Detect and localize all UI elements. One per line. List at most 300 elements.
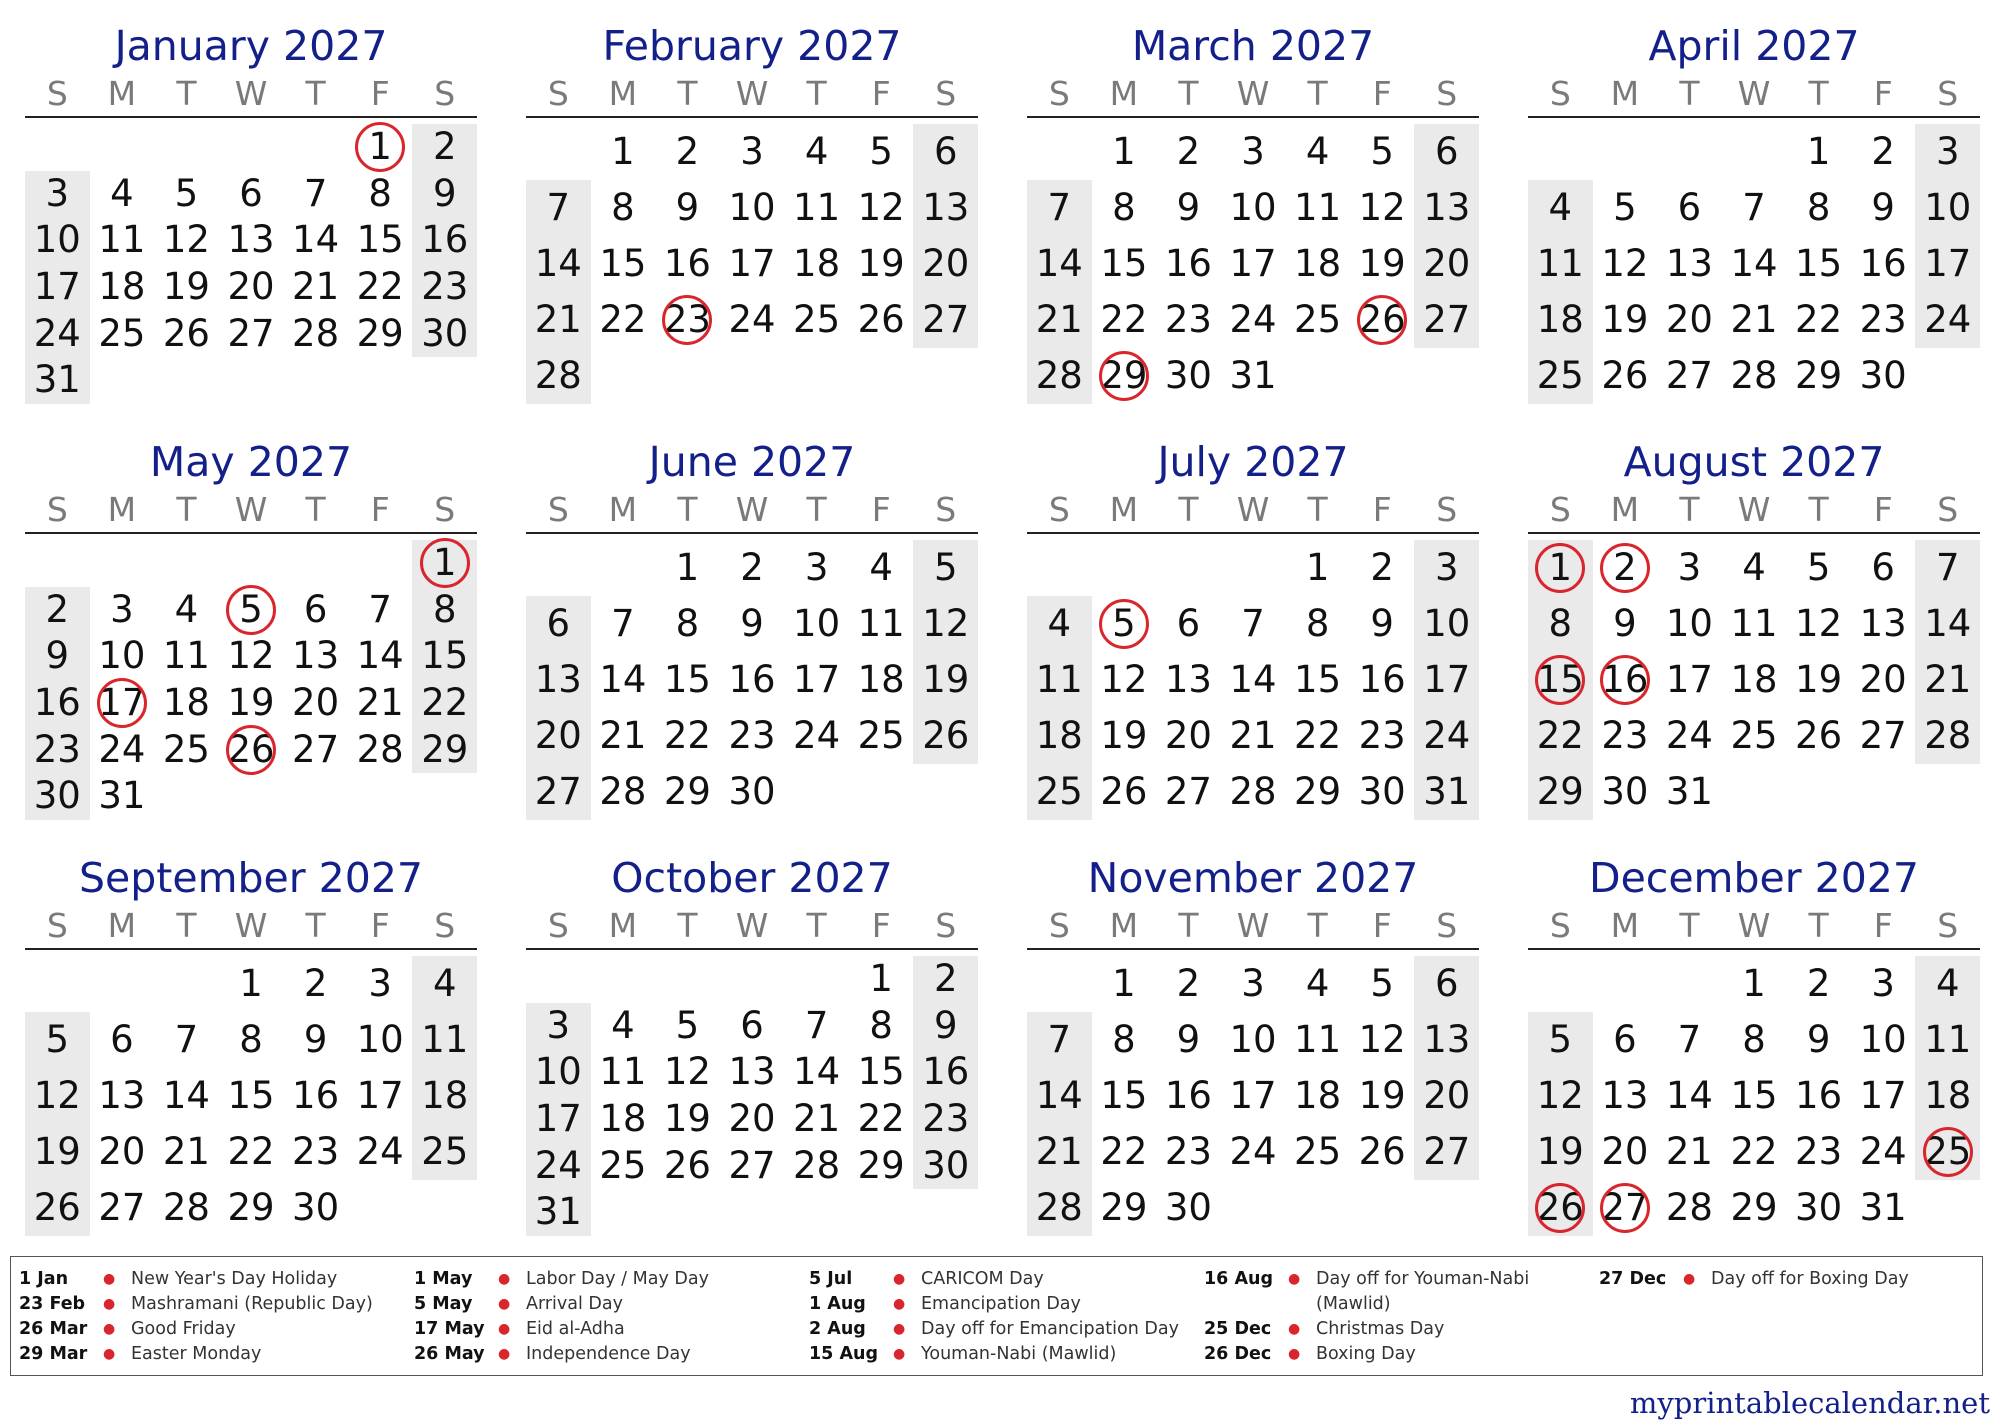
day-cell: 27: [1164, 770, 1212, 813]
day-cell: 11: [98, 218, 146, 262]
day-cell: 28: [1730, 354, 1778, 397]
weekday-header: [526, 72, 978, 118]
week-row: [1027, 652, 1479, 708]
day-cell: 29: [1730, 1186, 1778, 1229]
day-cell: 21: [1924, 658, 1972, 701]
legend-date: 23 Feb: [19, 1294, 86, 1314]
day-cell: [154, 124, 219, 171]
day-cell: 7: [174, 1018, 199, 1061]
legend-holiday-name: Mashramani (Republic Day): [131, 1294, 373, 1314]
week-row: [25, 956, 477, 1012]
day-cell: 11: [1294, 1018, 1342, 1061]
holiday-day-cell: 25: [1915, 1124, 1980, 1180]
holiday-day-cell: 29: [1092, 348, 1157, 404]
day-cell: 11: [1294, 186, 1342, 229]
day-cell: 4: [432, 962, 457, 1005]
legend-holiday-name: Day off for Emancipation Day: [921, 1319, 1179, 1339]
weekday-label: T: [806, 906, 827, 945]
day-cell: 24: [1924, 298, 1972, 341]
day-cell: 8: [239, 1018, 263, 1061]
bullet-dot-icon: ●: [498, 1296, 511, 1312]
week-row: [526, 180, 978, 236]
day-cell: 27: [227, 311, 275, 355]
week-row: [25, 357, 477, 404]
day-cell: [913, 764, 978, 820]
day-cell: 2: [303, 962, 328, 1005]
week-row: [526, 540, 978, 596]
day-cell: [283, 124, 348, 171]
weekday-header: [1027, 72, 1479, 118]
holiday-day-cell: 1: [348, 124, 413, 171]
weekday-label: T: [176, 906, 197, 945]
day-cell: 19: [922, 658, 970, 701]
legend-holiday-name: Christmas Day: [1316, 1319, 1445, 1339]
weekday-label: F: [370, 74, 390, 113]
day-cell: 30: [1164, 354, 1212, 397]
day-cell: 11: [1730, 602, 1778, 645]
weekday-label: S: [46, 906, 68, 945]
day-cell: [1786, 764, 1851, 820]
weekday-label: M: [1610, 74, 1640, 113]
weekday-label: F: [1372, 490, 1392, 529]
day-cell: 15: [1795, 242, 1843, 285]
legend-holiday-name: CARICOM Day: [921, 1269, 1044, 1289]
day-cell: 5: [45, 1018, 70, 1061]
legend-item: [414, 1292, 809, 1317]
legend-item: [1599, 1267, 1994, 1292]
day-cell: 18: [857, 658, 905, 701]
legend-column: [809, 1267, 1204, 1367]
footer-site-name[interactable]: myprintablecalendar.net: [1629, 1386, 1990, 1420]
weekday-label: F: [370, 490, 390, 529]
day-cell: 22: [1536, 714, 1584, 757]
day-cell: 7: [1241, 602, 1265, 645]
legend-item: [809, 1292, 1204, 1317]
day-cell: 3: [1935, 130, 1960, 173]
legend-item: [1204, 1342, 1599, 1367]
week-row: [1528, 1068, 1980, 1124]
day-cell: 8: [675, 602, 700, 645]
day-cell: 10: [98, 634, 146, 678]
week-row: [25, 587, 477, 634]
day-cell: 9: [1871, 186, 1895, 229]
day-cell: 30: [1164, 1186, 1212, 1229]
day-cell: 5: [675, 1003, 700, 1047]
weekday-label: M: [1610, 490, 1640, 529]
day-cell: 26: [922, 714, 970, 757]
day-cell: 19: [1536, 1130, 1584, 1173]
weekday-header: [526, 904, 978, 950]
day-cell: [1528, 124, 1593, 180]
day-cell: 18: [793, 242, 841, 285]
day-cell: 29: [356, 311, 404, 355]
legend-holiday-name: Day off for Youman-Nabi (Mawlid): [1316, 1269, 1530, 1314]
weekday-label: T: [1808, 906, 1829, 945]
weekday-label: F: [370, 906, 390, 945]
day-cell: 3: [45, 171, 70, 215]
day-cell: 14: [793, 1050, 841, 1094]
month-december: [1528, 852, 1980, 1244]
day-cell: 4: [869, 546, 893, 589]
day-cell: 14: [292, 218, 340, 262]
day-cell: 13: [534, 658, 582, 701]
month-september: [25, 852, 477, 1244]
day-cell: 21: [1035, 298, 1083, 341]
day-cell: 9: [432, 171, 457, 215]
day-cell: 15: [356, 218, 404, 262]
day-cell: 16: [1164, 1074, 1212, 1117]
day-cell: 20: [292, 680, 340, 724]
week-row: [526, 1096, 978, 1143]
day-cell: 15: [1100, 242, 1148, 285]
day-cell: 22: [1294, 714, 1342, 757]
day-cell: [90, 357, 155, 404]
day-cell: 6: [1434, 130, 1459, 173]
day-cell: 7: [1047, 1018, 1072, 1061]
day-cell: 22: [1100, 1130, 1148, 1173]
day-cell: 10: [1229, 186, 1277, 229]
day-cell: 7: [804, 1003, 829, 1047]
day-cell: 6: [546, 602, 571, 645]
holiday-day-cell: 26: [1528, 1180, 1593, 1236]
bullet-dot-icon: ●: [103, 1296, 116, 1312]
day-cell: 3: [740, 130, 764, 173]
day-cell: 17: [1859, 1074, 1907, 1117]
week-row: [1528, 596, 1980, 652]
legend-date: 1 Aug: [809, 1294, 866, 1314]
day-grid: [25, 118, 477, 412]
bullet-dot-icon: ●: [1288, 1271, 1301, 1287]
day-cell: 12: [663, 1050, 711, 1094]
legend-item: [414, 1267, 809, 1292]
day-cell: 21: [534, 298, 582, 341]
weekday-label: T: [1307, 490, 1328, 529]
month-title: October 2027: [611, 854, 893, 902]
day-cell: 6: [933, 130, 958, 173]
week-row: [1027, 1068, 1479, 1124]
day-cell: 14: [1730, 242, 1778, 285]
day-cell: [1285, 1180, 1350, 1236]
day-cell: 17: [1229, 242, 1277, 285]
week-row: [1528, 956, 1980, 1012]
weekday-label: W: [735, 906, 769, 945]
day-cell: 26: [1601, 354, 1649, 397]
day-cell: 20: [728, 1096, 776, 1140]
day-cell: 24: [1859, 1130, 1907, 1173]
day-cell: [283, 357, 348, 404]
week-row: [526, 596, 978, 652]
day-cell: [348, 540, 413, 587]
day-cell: 15: [599, 242, 647, 285]
legend-holiday-name: Easter Monday: [131, 1344, 262, 1364]
day-cell: 22: [857, 1096, 905, 1140]
day-grid: [25, 534, 477, 828]
day-cell: 3: [1677, 546, 1702, 589]
day-cell: 26: [1795, 714, 1843, 757]
week-row: [1027, 764, 1479, 820]
day-cell: 9: [933, 1003, 958, 1047]
day-cell: 5: [869, 130, 893, 173]
day-cell: 7: [1677, 1018, 1702, 1061]
weekday-label: F: [1372, 906, 1392, 945]
weekday-label: M: [608, 906, 638, 945]
day-cell: [591, 1189, 656, 1236]
day-cell: 12: [33, 1074, 81, 1117]
week-row: [526, 124, 978, 180]
day-cell: 4: [1047, 602, 1072, 645]
weekday-label: T: [806, 490, 827, 529]
day-cell: 13: [1423, 1018, 1471, 1061]
weekday-label: W: [234, 490, 268, 529]
day-cell: 24: [356, 1130, 404, 1173]
day-cell: 19: [33, 1130, 81, 1173]
week-row: [1027, 708, 1479, 764]
day-cell: 8: [869, 1003, 893, 1047]
holiday-day-cell: 17: [90, 680, 155, 727]
week-row: [25, 217, 477, 264]
weekday-label: S: [1048, 490, 1070, 529]
day-cell: 4: [1548, 186, 1573, 229]
day-cell: 31: [1859, 1186, 1907, 1229]
day-cell: 27: [728, 1143, 776, 1187]
day-cell: 22: [1795, 298, 1843, 341]
week-row: [25, 1124, 477, 1180]
weekday-label: W: [735, 490, 769, 529]
day-cell: 28: [1924, 714, 1972, 757]
day-cell: [154, 357, 219, 404]
day-cell: [1657, 956, 1722, 1012]
weekday-label: T: [677, 490, 698, 529]
legend-date: 2 Aug: [809, 1319, 866, 1339]
day-cell: 29: [421, 727, 469, 771]
bullet-dot-icon: ●: [893, 1321, 906, 1337]
legend-date: 16 Aug: [1204, 1269, 1273, 1289]
day-cell: 11: [1035, 658, 1083, 701]
day-cell: 29: [227, 1186, 275, 1229]
day-grid: [1027, 118, 1479, 412]
day-cell: 2: [1370, 546, 1394, 589]
day-cell: 13: [292, 634, 340, 678]
day-cell: 18: [1294, 242, 1342, 285]
month-title: June 2027: [648, 438, 856, 486]
month-march: [1027, 20, 1479, 412]
day-cell: [655, 348, 720, 404]
day-grid: [25, 950, 477, 1244]
week-row: [1528, 1124, 1980, 1180]
day-cell: 9: [45, 634, 70, 678]
weekday-label: W: [1737, 906, 1771, 945]
day-cell: 4: [1935, 962, 1960, 1005]
day-cell: 15: [663, 658, 711, 701]
legend-holiday-name: Emancipation Day: [921, 1294, 1081, 1314]
weekday-label: S: [935, 74, 957, 113]
legend-holiday-name: New Year's Day Holiday: [131, 1269, 338, 1289]
bullet-dot-icon: ●: [893, 1346, 906, 1362]
weekday-header: [1027, 904, 1479, 950]
day-cell: 17: [1229, 1074, 1277, 1117]
day-cell: [1915, 764, 1980, 820]
day-cell: 26: [1358, 1130, 1406, 1173]
day-cell: 6: [740, 1003, 764, 1047]
day-cell: 21: [356, 680, 404, 724]
weekday-label: T: [1178, 490, 1199, 529]
day-cell: 24: [1229, 1130, 1277, 1173]
day-cell: 3: [110, 587, 134, 631]
week-row: [1528, 180, 1980, 236]
day-cell: 9: [740, 602, 764, 645]
day-cell: 6: [1677, 186, 1702, 229]
week-row: [526, 292, 978, 348]
legend-date: 5 May: [414, 1294, 473, 1314]
day-cell: 2: [1871, 130, 1895, 173]
legend-holiday-name: Labor Day / May Day: [526, 1269, 709, 1289]
day-cell: 1: [1112, 130, 1136, 173]
week-row: [526, 348, 978, 404]
month-january: [25, 20, 477, 412]
weekday-label: T: [806, 74, 827, 113]
legend-date: 5 Jul: [809, 1269, 853, 1289]
weekday-label: T: [1679, 74, 1700, 113]
day-cell: 20: [1423, 1074, 1471, 1117]
day-cell: 12: [1601, 242, 1649, 285]
day-cell: 19: [1358, 1074, 1406, 1117]
week-row: [1027, 348, 1479, 404]
day-cell: 28: [793, 1143, 841, 1187]
weekday-label: S: [46, 490, 68, 529]
week-row: [25, 264, 477, 311]
day-cell: [219, 540, 284, 587]
day-cell: [90, 540, 155, 587]
day-cell: 12: [1100, 658, 1148, 701]
day-cell: 21: [599, 714, 647, 757]
weekday-label: T: [1679, 490, 1700, 529]
day-cell: 31: [534, 1190, 582, 1234]
day-cell: 2: [1176, 962, 1201, 1005]
week-row: [526, 764, 978, 820]
month-title: April 2027: [1648, 22, 1860, 70]
day-cell: 27: [922, 298, 970, 341]
day-cell: 11: [421, 1018, 469, 1061]
day-cell: [1722, 124, 1787, 180]
weekday-label: T: [1307, 74, 1328, 113]
weekday-label: W: [234, 906, 268, 945]
day-cell: 17: [1423, 658, 1471, 701]
weekday-label: S: [1549, 490, 1571, 529]
weekday-label: S: [1048, 906, 1070, 945]
week-row: [526, 1003, 978, 1050]
day-cell: [348, 1180, 413, 1236]
week-row: [526, 956, 978, 1003]
day-cell: 9: [1613, 602, 1637, 645]
day-cell: 9: [1176, 1018, 1201, 1061]
day-cell: 23: [1164, 298, 1212, 341]
day-cell: [348, 773, 413, 820]
legend-date: 26 Mar: [19, 1319, 88, 1339]
day-cell: 1: [1112, 962, 1136, 1005]
legend-date: 1 Jan: [19, 1269, 69, 1289]
day-cell: 19: [1100, 714, 1148, 757]
day-cell: 8: [1806, 186, 1831, 229]
day-cell: 19: [857, 242, 905, 285]
day-cell: 30: [1601, 770, 1649, 813]
day-cell: 27: [534, 770, 582, 813]
day-cell: 25: [1294, 1130, 1342, 1173]
week-row: [25, 171, 477, 218]
day-cell: 8: [611, 186, 635, 229]
day-cell: [1851, 764, 1916, 820]
legend-column: [1204, 1267, 1599, 1367]
day-cell: [1027, 956, 1092, 1012]
day-cell: 4: [804, 130, 829, 173]
week-row: [1027, 596, 1479, 652]
day-cell: 4: [1742, 546, 1766, 589]
day-cell: 16: [1358, 658, 1406, 701]
day-cell: 29: [1795, 354, 1843, 397]
day-cell: 12: [1536, 1074, 1584, 1117]
day-cell: 23: [1358, 714, 1406, 757]
legend-item: [809, 1267, 1204, 1292]
month-title: March 2027: [1131, 22, 1375, 70]
day-cell: 14: [1665, 1074, 1713, 1117]
day-cell: [1027, 124, 1092, 180]
legend-item: [19, 1317, 414, 1342]
day-cell: 8: [1112, 1018, 1136, 1061]
weekday-label: M: [608, 74, 638, 113]
day-cell: 17: [33, 264, 81, 308]
day-cell: 14: [534, 242, 582, 285]
day-cell: 30: [1859, 354, 1907, 397]
weekday-label: F: [871, 490, 891, 529]
day-cell: 6: [110, 1018, 134, 1061]
day-cell: [1722, 764, 1787, 820]
weekday-label: T: [305, 906, 326, 945]
weekday-label: W: [1236, 490, 1270, 529]
legend-item: [19, 1267, 414, 1292]
day-cell: [1528, 956, 1593, 1012]
day-cell: 29: [1100, 1186, 1148, 1229]
weekday-label: S: [1549, 74, 1571, 113]
day-cell: 3: [546, 1003, 571, 1047]
day-cell: 18: [421, 1074, 469, 1117]
day-cell: 12: [857, 186, 905, 229]
day-cell: 6: [239, 171, 263, 215]
day-cell: 2: [1176, 130, 1201, 173]
day-cell: 6: [303, 587, 328, 631]
weekday-label: M: [107, 490, 137, 529]
day-cell: 7: [546, 186, 571, 229]
day-cell: 2: [933, 957, 958, 1000]
bullet-dot-icon: ●: [103, 1271, 116, 1287]
day-cell: 13: [922, 186, 970, 229]
weekday-label: S: [1937, 74, 1959, 113]
day-cell: 26: [1100, 770, 1148, 813]
bullet-dot-icon: ●: [1683, 1271, 1696, 1287]
day-cell: 3: [1434, 546, 1459, 589]
day-cell: 1: [1742, 962, 1766, 1005]
day-cell: [1593, 956, 1658, 1012]
day-cell: 22: [1730, 1130, 1778, 1173]
day-cell: 29: [1536, 770, 1584, 813]
day-grid: [1528, 950, 1980, 1244]
week-row: [526, 1049, 978, 1096]
day-cell: 15: [1294, 658, 1342, 701]
week-row: [1528, 292, 1980, 348]
legend-holiday-name: Good Friday: [131, 1319, 236, 1339]
day-cell: 16: [1795, 1074, 1843, 1117]
day-cell: 10: [728, 186, 776, 229]
bullet-dot-icon: ●: [498, 1321, 511, 1337]
week-row: [25, 124, 477, 171]
